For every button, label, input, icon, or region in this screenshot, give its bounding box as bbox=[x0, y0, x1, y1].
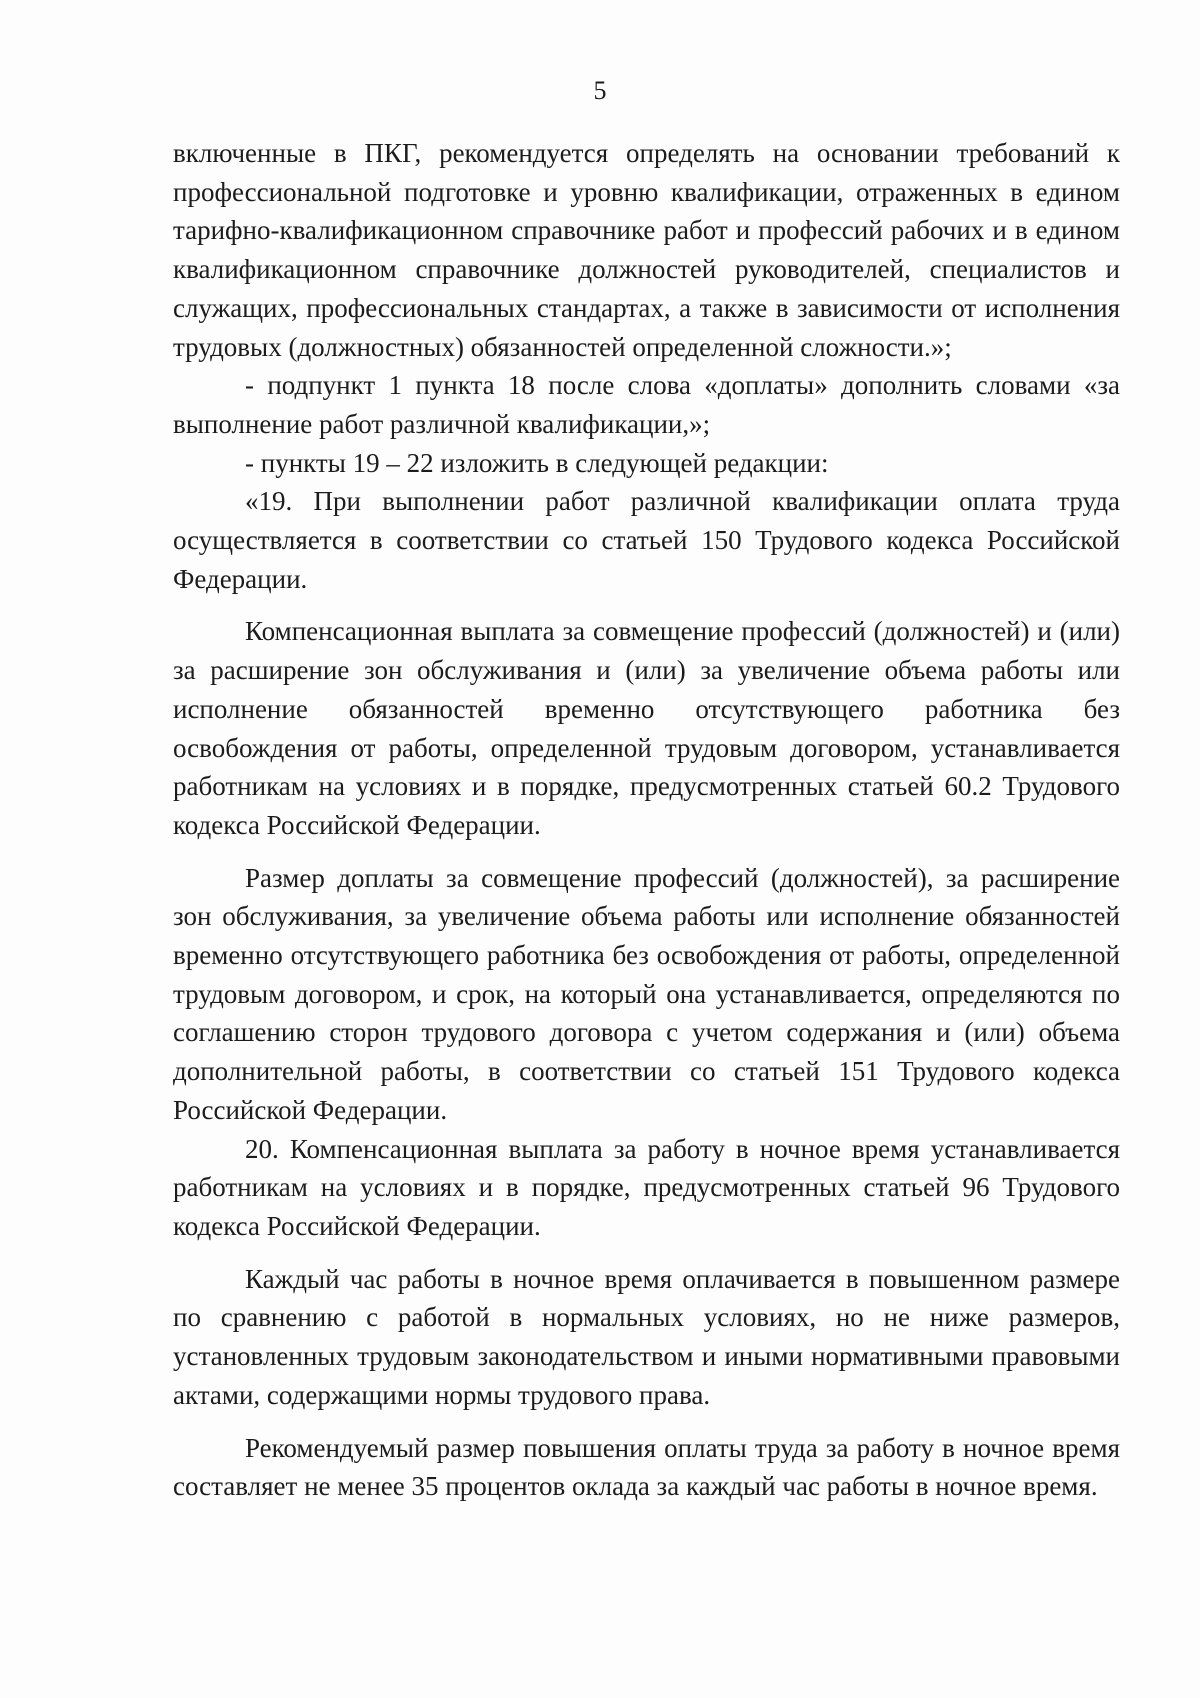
paragraph-compensation-combination: Компенсационная выплата за совмещение профессий (должностей) и (или) за расширение зон обслуживания и (или) за увеличение объема работы или исполнение обязанностей временно отсутствующего работника без освобождения от работы, определенной трудовым договором, устанавливается работникам на условиях и в порядке, предусмотренных статьей 60.2 Трудового кодекса Российской Федерации. bbox=[173, 616, 1120, 840]
paragraph-recommended-increase: Рекомендуемый размер повышения оплаты труда за работу в ночное время составляет не менее 35 процентов оклада за каждый час работы в ночное время. bbox=[173, 1432, 1120, 1502]
paragraph-points-19-22: - пункты 19 – 22 изложить в следующей редакции: bbox=[245, 447, 829, 478]
paragraph-night-hour: Каждый час работы в ночное время оплачивается в повышенном размере по сравнению с работой в нормальных условиях, но не ниже размеров, установленных трудовым законодательством и иными нормативными правовыми актами, содержащими нормы трудового права. bbox=[173, 1263, 1120, 1410]
document-body bbox=[173, 134, 1120, 1506]
paragraph-point-19: «19. При выполнении работ различной квалификации оплата труда осуществляется в соответствии со статьей 150 Трудового кодекса Российской Федерации. bbox=[173, 486, 1120, 594]
paragraph-point-20: 20. Компенсационная выплата за работу в ночное время устанавливается работникам на условиях и в порядке, предусмотренных статьей 96 Трудового кодекса Российской Федерации. bbox=[173, 1133, 1120, 1241]
paragraph-pkg-continuation: включенные в ПКГ, рекомендуется определять на основании требований к профессиональной подготовке и уровню квалификации, отраженных в едином тарифно-квалификационном справочнике работ и профессий рабочих и в едином квалификационном справочнике должностей руководителей, специалистов и служащих, профессиональных стандартах, а также в зависимости от исполнения трудовых (должностных) обязанностей определенной сложности.»; bbox=[173, 138, 1120, 362]
page-number: 5 bbox=[593, 76, 607, 105]
paragraph-subpoint-18: - подпункт 1 пункта 18 после слова «доплаты» дополнить словами «за выполнение работ различной квалификации,»; bbox=[173, 370, 1120, 439]
paragraph-surcharge-amount: Размер доплаты за совмещение профессий (должностей), за расширение зон обслуживания, за увеличение объема работы или исполнение обязанностей временно отсутствующего работника без освобождения от работы, определенной трудовым договором, и срок, на который она устанавливается, определяются по соглашению сторон трудового договора с учетом содержания и (или) объема дополнительной работы, в соответствии со статьей 151 Трудового кодекса Российской Федерации. bbox=[173, 862, 1120, 1125]
